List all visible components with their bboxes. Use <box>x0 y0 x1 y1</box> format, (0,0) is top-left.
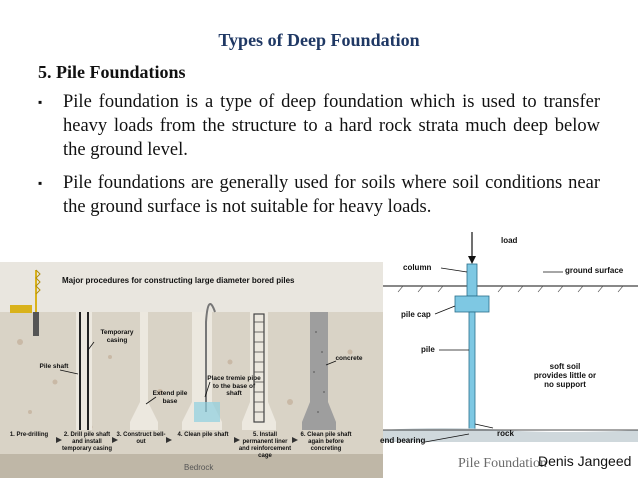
label-end-bearing: end bearing <box>380 436 426 445</box>
bullet-text: Pile foundation is a type of deep foundation which is used to transfer heavy loads from the structure to a hard rock strata much deep below the ground level. <box>63 92 600 160</box>
label-temporary-casing: Temporary casing <box>100 329 134 344</box>
step-label: 5. Install permanent liner and reinforcement cage <box>238 432 292 459</box>
section-heading: 5. Pile Foundations <box>38 62 186 82</box>
bullet-item <box>38 90 600 162</box>
label-pile: pile <box>421 345 435 354</box>
label-load: load <box>501 236 518 245</box>
label-pile-shaft: Pile shaft <box>39 363 69 370</box>
label-extend-pile-base: Extend pile base <box>152 390 188 405</box>
pile-foundation-diagram <box>380 230 638 478</box>
slide-title: Types of Deep Foundation <box>218 30 420 50</box>
bullet-item <box>38 171 600 219</box>
step-label: 3. Construct bell-out <box>116 432 166 445</box>
label-place-tremie: Place tremie pipe to the base of shaft <box>207 375 261 397</box>
label-rock: rock <box>497 429 514 438</box>
bullet-marker: ▪ <box>38 176 43 190</box>
step-label: 4. Clean pile shaft <box>177 432 229 438</box>
bullet-marker: ▪ <box>38 95 43 109</box>
step-label: 2. Drill pile shaft and install temporary casing <box>61 432 113 452</box>
procedure-title: Major procedures for constructing large diameter bored piles <box>62 276 295 285</box>
figure-caption: Pile Foundation <box>458 456 548 471</box>
author-name: Denis Jangeed <box>538 453 632 469</box>
label-pile-cap: pile cap <box>401 310 431 319</box>
label-column: column <box>403 263 432 272</box>
bullet-text: Pile foundations are generally used for soils where soil conditions near the ground surface is not suitable for heavy loads. <box>63 173 600 217</box>
label-soft-soil: soft soil provides little or no support <box>533 362 597 389</box>
label-bedrock: Bedrock <box>184 463 214 472</box>
step-label: 1. Pre-drilling <box>9 432 49 438</box>
drilling-rig-icon <box>10 270 40 336</box>
label-concrete: concrete <box>335 355 363 362</box>
label-ground-surface: ground surface <box>565 266 624 275</box>
step-label: 6. Clean pile shaft again before concreting <box>300 432 352 452</box>
bored-pile-procedure-figure <box>0 262 383 478</box>
